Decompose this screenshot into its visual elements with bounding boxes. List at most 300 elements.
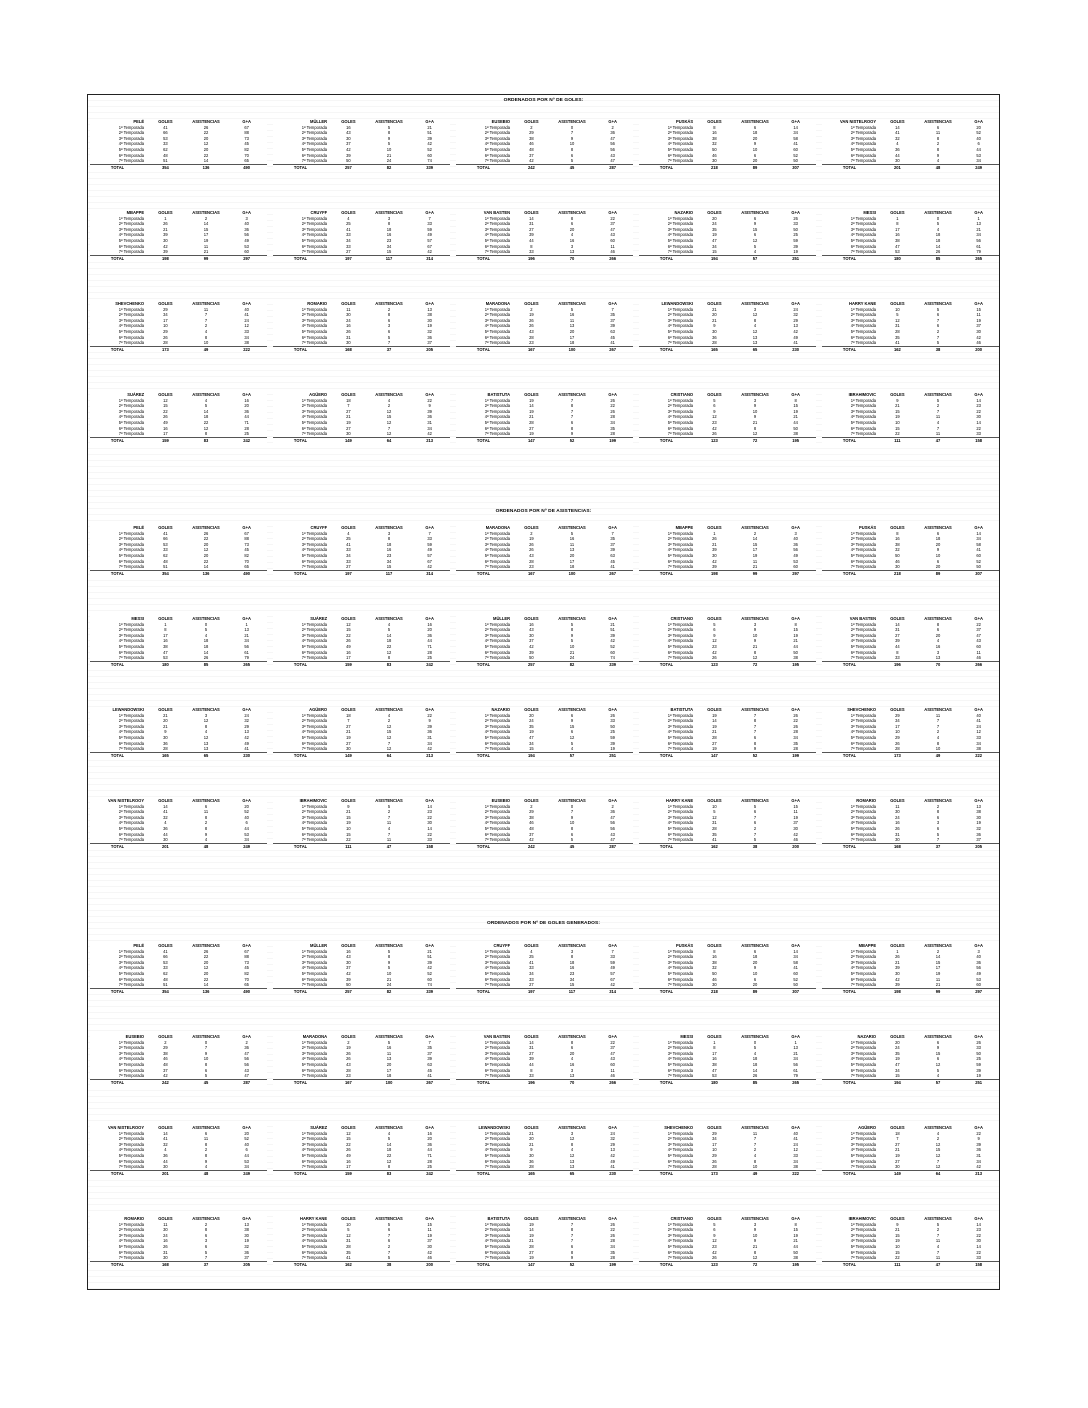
total-label: TOTAL (639, 570, 694, 576)
assists-value: 4 (387, 1130, 391, 1136)
season-label: 3ª Temporada (850, 632, 877, 638)
goals-value: 50 (895, 552, 900, 558)
assists-value: 8 (204, 1152, 208, 1158)
ga-value: 33 (958, 1255, 999, 1261)
column-header-goals: GOLES (890, 798, 905, 803)
goals-value: 34 (895, 718, 900, 724)
total-ga: 242 (226, 437, 267, 443)
ga-value: 33 (976, 734, 981, 740)
ga-value: 35 (427, 1045, 432, 1051)
goals-value: 35 (895, 334, 900, 340)
total-ga: 265 (226, 661, 267, 667)
ga-value: 28 (427, 1158, 432, 1164)
season-label: 3ª Temporada (118, 1141, 145, 1147)
goals-value: 17 (712, 1141, 717, 1147)
assists-value: 14 (386, 1141, 392, 1147)
ga-value: 24 (244, 317, 249, 323)
ga-value: 38 (958, 746, 999, 752)
season-label: 5ª Temporada (484, 1152, 511, 1158)
season-label: 6ª Temporada (850, 649, 877, 655)
total-assists: 65 (735, 346, 776, 352)
ga-value: 22 (610, 1039, 615, 1045)
total-ga: 158 (958, 1261, 999, 1267)
column-header-ga: G+A (791, 1125, 800, 1130)
assists-value: 7 (918, 837, 959, 843)
goals-value: 1 (164, 621, 167, 627)
assists-value: 10 (752, 408, 758, 414)
goals-value: 19 (895, 414, 900, 420)
assists-value: 10 (569, 643, 575, 649)
ga-value: 22 (427, 397, 432, 403)
goals-value: 27 (529, 1050, 534, 1056)
goals-value: 26 (346, 1147, 351, 1153)
goals-value: 26 (529, 317, 534, 323)
player-name: LEWANDOWSKI (478, 1125, 511, 1130)
total-label: TOTAL (90, 437, 145, 443)
goals-value: 26 (712, 1158, 717, 1164)
goals-value: 8 (896, 221, 899, 227)
ga-value: 19 (958, 1073, 999, 1079)
season-label: 3ª Temporada (667, 135, 694, 141)
ga-value: 50 (793, 1249, 798, 1255)
assists-value: 13 (752, 334, 758, 340)
total-label: TOTAL (822, 346, 877, 352)
goals-value: 38 (895, 541, 900, 547)
player-table (822, 119, 999, 170)
goals-value: 30 (346, 959, 351, 965)
season-label: 7ª Temporada (639, 1255, 694, 1261)
total-ga: 199 (592, 437, 633, 443)
goals-value: 39 (529, 649, 534, 655)
player-block (273, 525, 450, 616)
season-label: 2ª Temporada (667, 1136, 694, 1142)
goals-value: 42 (895, 976, 900, 982)
goals-value: 30 (877, 1164, 918, 1170)
player-block (273, 1034, 450, 1125)
goals-value: 35 (346, 1249, 351, 1255)
total-assists: 99 (186, 255, 227, 261)
total-goals: 180 (694, 1079, 735, 1085)
player-table (90, 1034, 267, 1085)
season-label: 3ª Temporada (667, 723, 694, 729)
player-name: SHEVCHENKO (115, 301, 145, 306)
ga-value: 35 (610, 536, 615, 542)
assists-value: 10 (752, 1232, 758, 1238)
goals-value: 14 (529, 1227, 534, 1233)
total-label: TOTAL (456, 1079, 511, 1085)
assists-value: 7 (753, 712, 757, 718)
ga-value: 2 (245, 1039, 248, 1045)
ga-value: 37 (976, 323, 981, 329)
assists-value: 5 (936, 221, 940, 227)
assists-value: 7 (204, 1045, 208, 1051)
season-label: 2ª Temporada (484, 627, 511, 633)
total-assists: 38 (735, 843, 776, 849)
ga-value: 57 (610, 970, 615, 976)
ga-value: 42 (958, 1164, 999, 1170)
player-table (822, 616, 999, 667)
ga-value: 21 (610, 621, 615, 627)
season-label: 7ª Temporada (456, 982, 511, 988)
column-header-goals: GOLES (890, 707, 905, 712)
goals-value: 20 (712, 312, 717, 318)
season-label: 1ª Temporada (301, 215, 328, 221)
assists-value: 18 (752, 1061, 758, 1067)
season-label: 1ª Temporada (301, 397, 328, 403)
player-table (273, 798, 450, 849)
assists-value: 7 (387, 814, 391, 820)
ga-value: 41 (409, 1073, 450, 1079)
goals-value: 29 (712, 1130, 717, 1136)
ga-value: 43 (244, 1067, 249, 1073)
assists-value: 9 (552, 431, 593, 437)
season-label: 5ª Temporada (850, 734, 877, 740)
ga-value: 37 (226, 1255, 267, 1261)
total-ga: 266 (592, 255, 633, 261)
season-label: 4ª Temporada (301, 232, 328, 238)
ga-value: 74 (409, 982, 450, 988)
section-goals-grid (90, 119, 999, 483)
ga-value: 46 (592, 1073, 633, 1079)
total-label: TOTAL (639, 1170, 694, 1176)
goals-value: 38 (529, 814, 534, 820)
ga-value: 34 (427, 425, 432, 431)
assists-value: 9 (387, 135, 391, 141)
goals-value: 46 (712, 976, 717, 982)
player-table (456, 1034, 633, 1085)
ga-value: 56 (793, 1061, 798, 1067)
ga-value: 30 (427, 820, 432, 826)
goals-value: 30 (895, 970, 900, 976)
total-label: TOTAL (90, 1261, 145, 1267)
assists-value: 8 (204, 1141, 208, 1147)
column-header-goals: GOLES (707, 1125, 722, 1130)
season-label: 2ª Temporada (301, 1136, 328, 1142)
total-goals: 257 (328, 164, 369, 170)
column-header-ga: G+A (608, 301, 617, 306)
ga-value: 53 (976, 976, 981, 982)
goals-value: 17 (895, 723, 900, 729)
goals-value: 19 (529, 1232, 534, 1238)
ga-value: 52 (610, 643, 615, 649)
ga-value: 34 (610, 419, 615, 425)
total-goals: 147 (511, 437, 552, 443)
column-header-goals: GOLES (524, 616, 539, 621)
season-label: 2ª Temporada (850, 130, 877, 136)
assists-value: 18 (203, 638, 209, 644)
goals-value: 9 (530, 1147, 533, 1153)
assists-value: 21 (918, 982, 959, 988)
assists-value: 12 (569, 734, 575, 740)
column-header-goals: GOLES (341, 1034, 356, 1039)
season-label: 1ª Temporada (118, 1221, 145, 1227)
goals-value: 37 (346, 141, 351, 147)
goals-value: 26 (895, 954, 900, 960)
ga-value: 70 (244, 558, 249, 564)
goals-value: 44 (529, 237, 534, 243)
ga-value: 47 (610, 135, 615, 141)
ga-value: 20 (244, 1130, 249, 1136)
assists-value: 4 (735, 249, 776, 255)
assists-value: 12 (386, 1158, 392, 1164)
ga-value: 41 (226, 746, 267, 752)
ga-value: 42 (409, 431, 450, 437)
goals-value: 41 (163, 948, 168, 954)
total-assists: 89 (735, 988, 776, 994)
total-ga: 339 (592, 661, 633, 667)
goals-value: 34 (346, 237, 351, 243)
column-header-goals: GOLES (707, 943, 722, 948)
player-block (639, 392, 816, 483)
ga-value: 28 (244, 425, 249, 431)
column-header-goals: GOLES (524, 525, 539, 530)
assists-value: 20 (752, 959, 758, 965)
assists-value: 21 (386, 152, 392, 158)
assists-value: 18 (386, 638, 392, 644)
ga-value: 1 (245, 621, 248, 627)
ga-value: 42 (793, 328, 798, 334)
ga-value: 8 (794, 1221, 797, 1227)
assists-value: 5 (369, 1255, 410, 1261)
assists-value: 11 (918, 431, 959, 437)
total-assists: 117 (552, 988, 593, 994)
season-label: 3ª Temporada (667, 632, 694, 638)
goals-value: 21 (529, 414, 534, 420)
ga-value: 79 (226, 655, 267, 661)
total-assists: 83 (186, 437, 227, 443)
goals-value: 2 (530, 306, 533, 312)
assists-value: 6 (204, 1232, 208, 1238)
total-assists: 70 (552, 1079, 593, 1085)
assists-value: 12 (735, 1255, 776, 1261)
goals-value: 42 (145, 1073, 186, 1079)
player-block (90, 616, 267, 707)
column-header-ga: G+A (608, 1034, 617, 1039)
assists-value: 3 (387, 323, 391, 329)
assists-value: 7 (936, 1158, 940, 1164)
goals-value: 6 (713, 403, 716, 409)
goals-value: 43 (529, 627, 534, 633)
season-label: 7ª Temporada (90, 158, 145, 164)
assists-value: 6 (570, 1243, 574, 1249)
assists-value: 18 (752, 954, 758, 960)
season-label: 2ª Temporada (484, 1227, 511, 1233)
ga-value: 44 (793, 419, 798, 425)
total-assists: 82 (552, 661, 593, 667)
player-table (639, 210, 816, 261)
ga-value: 37 (793, 820, 798, 826)
assists-value: 9 (570, 135, 574, 141)
season-label: 4ª Temporada (667, 547, 694, 553)
goals-value: 33 (163, 141, 168, 147)
assists-value: 5 (936, 1221, 940, 1227)
player-table (273, 1125, 450, 1176)
season-label: 6ª Temporada (667, 334, 694, 340)
total-assists: 136 (186, 988, 227, 994)
total-assists: 45 (552, 843, 593, 849)
ga-value: 39 (427, 408, 432, 414)
ga-value: 14 (427, 825, 432, 831)
season-label: 5ª Temporada (667, 1061, 694, 1067)
assists-value: 22 (203, 536, 209, 542)
ga-value: 50 (976, 1050, 981, 1056)
player-table (90, 525, 267, 576)
assists-value: 6 (204, 1243, 208, 1249)
ga-value: 40 (793, 536, 798, 542)
season-label: 6ª Temporada (484, 243, 511, 249)
assists-value: 6 (936, 530, 940, 536)
season-label: 3ª Temporada (484, 541, 511, 547)
ga-value: 28 (775, 746, 816, 752)
assists-value: 14 (203, 408, 209, 414)
season-label: 6ª Temporada (667, 152, 694, 158)
assists-value: 13 (569, 547, 575, 553)
player-name: ROMARIO (307, 301, 328, 306)
player-name: PUSKÁS (676, 119, 694, 124)
goals-value: 49 (346, 643, 351, 649)
total-assists: 37 (186, 1261, 227, 1267)
assists-value: 7 (936, 723, 940, 729)
goals-value: 47 (712, 1067, 717, 1073)
ga-value: 22 (610, 1227, 615, 1233)
season-label: 7ª Temporada (639, 1073, 694, 1079)
assists-value: 7 (387, 425, 391, 431)
column-header-goals: GOLES (524, 1034, 539, 1039)
player-block (90, 798, 267, 889)
assists-value: 8 (570, 1227, 574, 1233)
total-ga: 249 (226, 1170, 267, 1176)
column-header-goals: GOLES (524, 707, 539, 712)
assists-value: 5 (570, 306, 574, 312)
assists-value: 20 (203, 146, 209, 152)
goals-value: 53 (163, 135, 168, 141)
ga-value: 36 (244, 1249, 249, 1255)
goals-value: 48 (529, 146, 534, 152)
ga-value: 41 (976, 718, 981, 724)
season-label: 2ª Temporada (301, 403, 328, 409)
player-block (822, 798, 999, 889)
ga-value: 34 (976, 740, 981, 746)
assists-value: 10 (935, 552, 941, 558)
column-header-assists: ASISTENCIAS (192, 798, 220, 803)
season-label: 7ª Temporada (90, 340, 145, 346)
goals-value: 19 (529, 729, 534, 735)
ga-value: 63 (610, 328, 615, 334)
ga-value: 46 (958, 655, 999, 661)
assists-value: 3 (387, 215, 391, 221)
total-goals: 111 (877, 437, 918, 443)
goals-value: 19 (529, 312, 534, 318)
ga-value: 42 (427, 1249, 432, 1255)
player-block (273, 798, 450, 889)
season-label: 7ª Temporada (90, 982, 145, 988)
assists-value: 5 (387, 124, 391, 130)
season-label: 7ª Temporada (456, 158, 511, 164)
season-label: 5ª Temporada (484, 1243, 511, 1249)
assists-value: 14 (186, 564, 227, 570)
assists-value: 2 (936, 328, 940, 334)
assists-value: 5 (936, 306, 940, 312)
ga-value: 23 (976, 1227, 981, 1233)
total-goals: 159 (328, 1170, 369, 1176)
ga-value: 39 (427, 959, 432, 965)
season-label: 7ª Temporada (639, 982, 694, 988)
season-label: 7ª Temporada (822, 982, 877, 988)
goals-value: 50 (328, 158, 369, 164)
assists-value: 17 (935, 965, 941, 971)
season-label: 1ª Temporada (667, 397, 694, 403)
total-ga: 222 (226, 346, 267, 352)
ga-value: 33 (976, 1045, 981, 1051)
season-label: 3ª Temporada (667, 317, 694, 323)
season-label: 1ª Temporada (667, 712, 694, 718)
season-label: 4ª Temporada (484, 547, 511, 553)
ga-value: 45 (610, 334, 615, 340)
season-label: 4ª Temporada (118, 1056, 145, 1062)
assists-value: 8 (753, 1249, 757, 1255)
season-label: 2ª Temporada (118, 1227, 145, 1233)
season-label: 6ª Temporada (301, 649, 328, 655)
goals-value: 10 (895, 306, 900, 312)
ga-value: 60 (610, 237, 615, 243)
column-header-goals: GOLES (341, 210, 356, 215)
column-header-goals: GOLES (890, 1125, 905, 1130)
total-label: TOTAL (639, 988, 694, 994)
total-ga: 265 (775, 1079, 816, 1085)
assists-value: 8 (570, 825, 574, 831)
column-header-ga: G+A (242, 1034, 251, 1039)
season-label: 5ª Temporada (118, 734, 145, 740)
goals-value: 15 (895, 1249, 900, 1255)
column-header-goals: GOLES (524, 210, 539, 215)
season-label: 7ª Temporada (273, 982, 328, 988)
ga-value: 26 (610, 1232, 615, 1238)
total-goals: 159 (328, 661, 369, 667)
player-table (456, 1216, 633, 1267)
ga-value: 19 (427, 1232, 432, 1238)
goals-value: 16 (895, 820, 900, 826)
goals-value: 19 (895, 1238, 900, 1244)
assists-value: 6 (570, 419, 574, 425)
ga-value: 35 (610, 425, 615, 431)
season-label: 3ª Temporada (118, 317, 145, 323)
total-ga: 230 (226, 752, 267, 758)
ga-value: 16 (244, 397, 249, 403)
ga-value: 47 (610, 814, 615, 820)
assists-value: 8 (570, 215, 574, 221)
assists-value: 7 (753, 1141, 757, 1147)
goals-value: 39 (694, 564, 735, 570)
season-label: 4ª Temporada (850, 414, 877, 420)
total-goals: 168 (877, 843, 918, 849)
season-label: 4ª Temporada (850, 1056, 877, 1062)
player-table (90, 301, 267, 352)
ga-value: 28 (592, 431, 633, 437)
player-name: VAN BASTEN (483, 210, 511, 215)
ga-value: 15 (427, 1221, 432, 1227)
goals-value: 30 (694, 158, 735, 164)
season-label: 3ª Temporada (301, 1232, 328, 1238)
column-header-assists: ASISTENCIAS (375, 119, 403, 124)
player-block (273, 1216, 450, 1307)
column-header-assists: ASISTENCIAS (375, 1125, 403, 1130)
column-header-ga: G+A (425, 525, 434, 530)
season-label: 7ª Temporada (273, 1255, 328, 1261)
player-table (90, 943, 267, 994)
assists-value: 9 (753, 1227, 757, 1233)
player-block (90, 1125, 267, 1216)
season-label: 3ª Temporada (484, 1141, 511, 1147)
